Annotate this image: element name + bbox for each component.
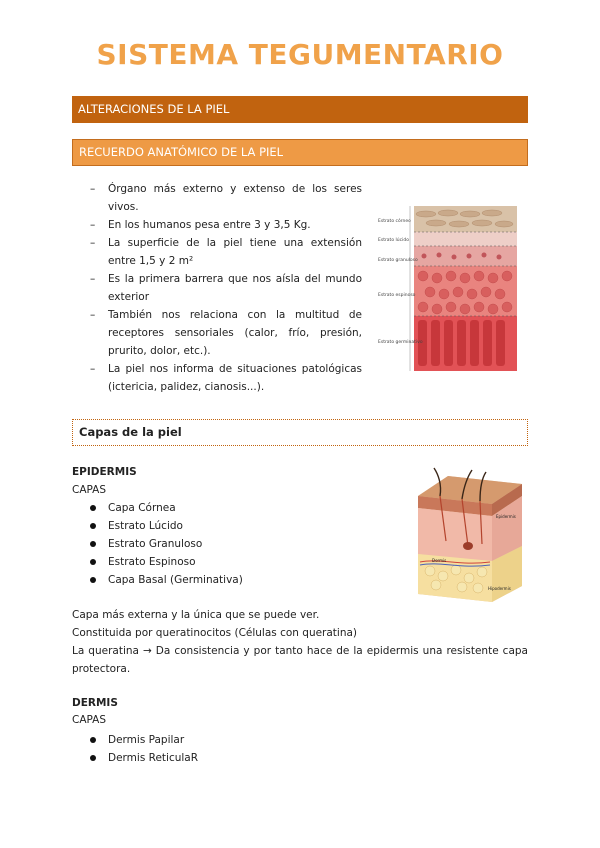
epidermis-heading: EPIDERMIS xyxy=(72,466,137,478)
dermis-layers-list xyxy=(88,731,198,767)
list-item: Capa Córnea xyxy=(88,499,243,517)
epidermis-paragraph-2: Constituida por queratinocitos (Células con queratina) xyxy=(72,627,358,639)
section-header-recuerdo: RECUERDO ANATÓMICO DE LA PIEL xyxy=(72,139,528,166)
list-item: – La piel nos informa de situaciones patológicas (ictericia, palidez, cianosis...). xyxy=(90,360,362,396)
section-header-alteraciones: ALTERACIONES DE LA PIEL xyxy=(72,96,528,123)
label-hipodermis: Hipodermis xyxy=(488,586,511,591)
label-estrato-lucido: Estrato lúcido xyxy=(378,238,409,243)
label-estrato-corneo: Estrato córneo xyxy=(378,219,411,224)
page-title: SISTEMA TEGUMENTARIO xyxy=(96,38,504,71)
list-item: Estrato Lúcido xyxy=(88,517,243,535)
list-item: Estrato Granuloso xyxy=(88,535,243,553)
dermis-capas-label: CAPAS xyxy=(72,714,107,726)
list-item: Capa Basal (Germinativa) xyxy=(88,571,243,589)
capas-heading: Capas de la piel xyxy=(72,419,528,446)
list-item: – Es la primera barrera que nos aísla del mundo exterior xyxy=(90,270,362,306)
list-item: Estrato Espinoso xyxy=(88,553,243,571)
skin-cross-section-illustration xyxy=(410,466,527,606)
list-item: – Órgano más externo y extenso de los seres vivos. xyxy=(90,180,362,216)
epidermis-capas-label: CAPAS xyxy=(72,484,107,496)
epidermis-paragraph-3: La queratina → Da consistencia y por tanto hace de la epidermis una resistente capa protectora. xyxy=(72,645,528,675)
label-estrato-granuloso: Estrato granuloso xyxy=(378,258,418,263)
epidermis-layers-list xyxy=(88,499,243,589)
label-epidermis: Epidermis xyxy=(496,514,516,519)
list-item: – La superficie de la piel tiene una extensión entre 1,5 y 2 m² xyxy=(90,234,362,270)
list-item: Dermis ReticulaR xyxy=(88,749,198,767)
intro-list xyxy=(90,180,362,396)
list-item: – En los humanos pesa entre 3 y 3,5 Kg. xyxy=(90,216,362,234)
list-item: – También nos relaciona con la multitud de receptores sensoriales (calor, frío, presión, prurito, dolor, etc.). xyxy=(90,306,362,360)
list-item: Dermis Papilar xyxy=(88,731,198,749)
dermis-heading: DERMIS xyxy=(72,697,118,709)
epidermis-layers-illustration xyxy=(376,206,517,371)
label-dermis: Dermis xyxy=(432,558,447,563)
epidermis-paragraph-1: Capa más externa y la única que se puede ver. xyxy=(72,609,320,621)
label-estrato-germinativo: Estrato germinativo xyxy=(378,340,423,345)
label-estrato-espinoso: Estrato espinoso xyxy=(378,293,416,298)
